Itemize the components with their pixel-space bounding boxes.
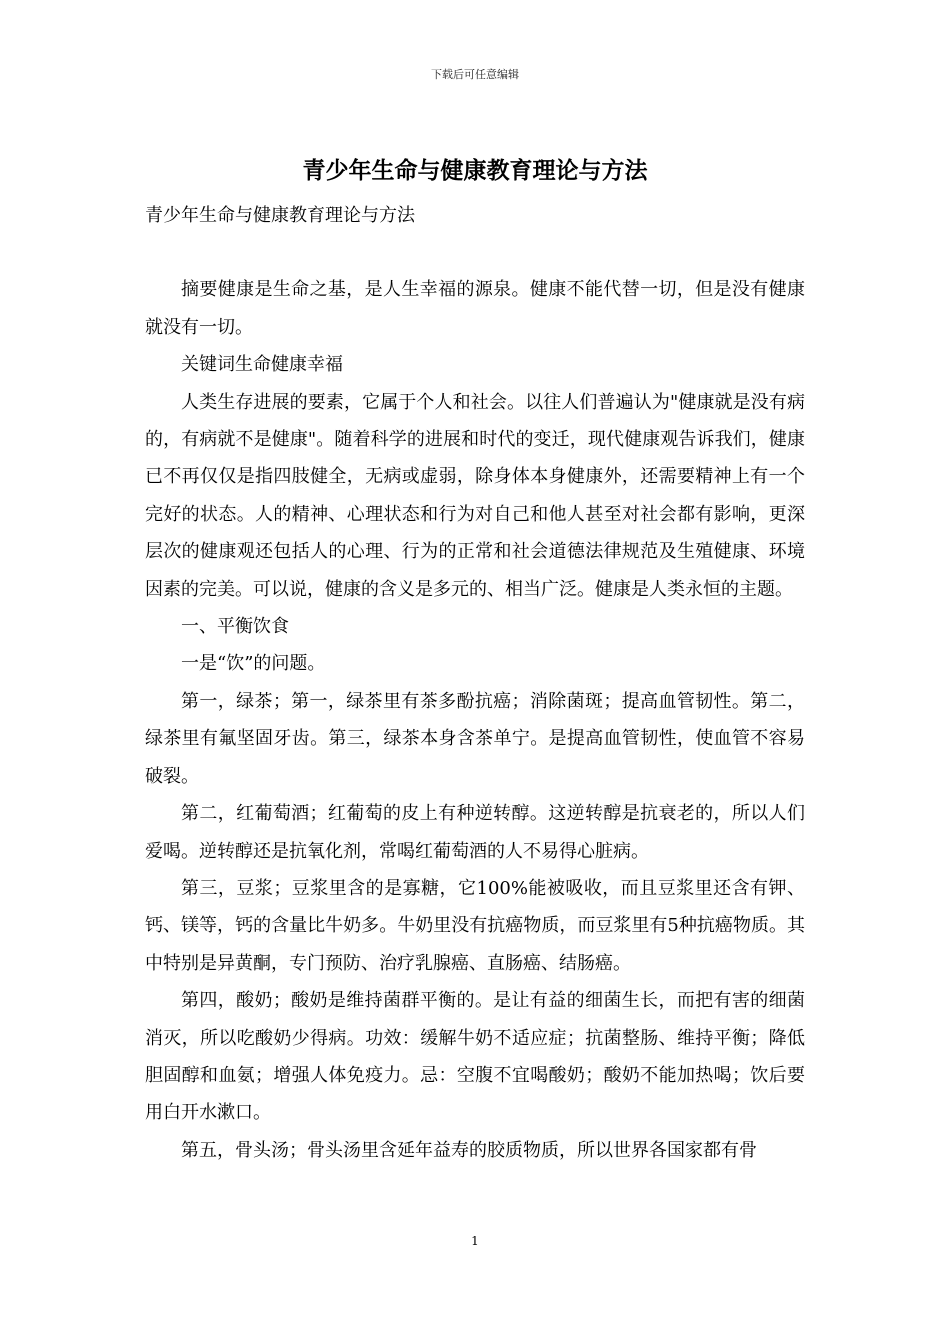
paragraph-bone-soup: 第五，骨头汤；骨头汤里含延年益寿的胶质物质，所以世界各国家都有骨 [181, 1139, 757, 1161]
blank-line [145, 234, 805, 271]
paragraph-abstract: 摘要健康是生命之基，是人生幸福的源泉。健康不能代替一切，但是没有健康就没有一切。 [145, 279, 805, 338]
paragraph-yogurt: 第四，酸奶；酸奶是维持菌群平衡的。是让有益的细菌生长，而把有害的细菌消灭，所以吃酸奶少得病。功效：缓解牛奶不适应症；抗菌整肠、维持平衡；降低胆固醇和血氨；增强人体免疫力。忌：空腹不宜喝酸奶；酸奶不能加热喝；饮后要用白开水漱口。 [145, 990, 805, 1124]
document-subtitle: 青少年生命与健康教育理论与方法 [145, 205, 415, 226]
paragraph-soy-milk: 第三，豆浆；豆浆里含的是寡糖，它100%能被吸收，而且豆浆里还含有钾、钙、镁等，钙的含量比牛奶多。牛奶里没有抗癌物质，而豆浆里有5种抗癌物质。其中特别是异黄酮，专门预防、治疗乳腺癌、直肠癌、结肠癌。 [145, 877, 805, 974]
document-title: 青少年生命与健康教育理论与方法 [302, 157, 648, 184]
section-heading: 一、平衡饮食 [181, 616, 289, 638]
paragraph-intro: 人类生存进展的要素，它属于个人和社会。以往人们普遍认为"健康就是没有病的，有病就不是健康"。随着科学的进展和时代的变迁，现代健康观告诉我们，健康已不再仅仅是指四肢健全，无病或虚弱，除身体本身健康外，还需要精神上有一个完好的状态。人的精神、心理状态和行为对自己和他人甚至对社会都有影响，更深层次的健康观还包括人的心理、行为的正常和社会道德法律规范及生殖健康、环境因素的完美。可以说，健康的含义是多元的、相当广泛。健康是人类永恒的主题。 [145, 391, 805, 600]
page-number: 1 [471, 1234, 479, 1248]
paragraph-green-tea: 第一，绿茶；第一，绿茶里有茶多酚抗癌；消除菌斑；提高血管韧性。第二，绿茶里有氟坚固牙齿。第三，绿茶本身含茶单宁。是提高血管韧性，使血管不容易破裂。 [145, 690, 805, 787]
document-body [145, 197, 805, 1169]
paragraph-red-wine: 第二，红葡萄酒；红葡萄的皮上有种逆转醇。这逆转醇是抗衰老的，所以人们爱喝。逆转醇还是抗氧化剂，常喝红葡萄酒的人不易得心脏病。 [145, 803, 805, 862]
header-note: 下载后可任意编辑 [431, 68, 519, 81]
paragraph-keywords: 关键词生命健康幸福 [181, 354, 343, 376]
subsection-heading: 一是“饮”的问题。 [181, 653, 326, 675]
